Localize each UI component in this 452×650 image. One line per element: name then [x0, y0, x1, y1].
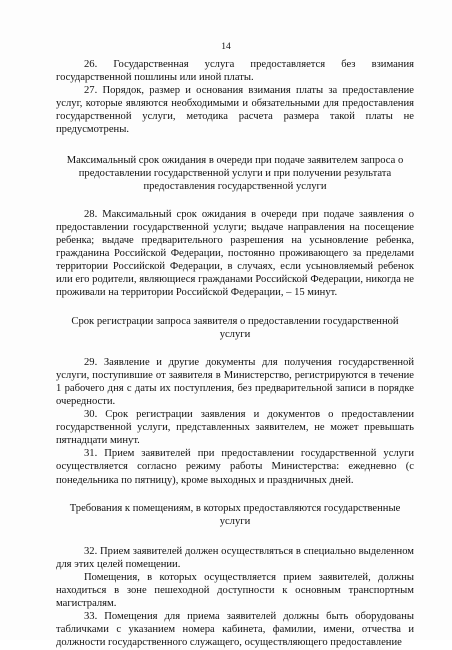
paragraph: 32. Прием заявителей должен осуществляться в специально выделенном для этих целей помещении. [56, 545, 414, 570]
paragraph: Помещения, в которых осуществляется прием заявителей, должны находиться в зоне пешеходной доступности к основным транспортным магистралям. [56, 572, 414, 610]
paragraph: 26. Государственная услуга предоставляется без взимания государственной пошлины или иной платы. [56, 59, 414, 84]
section-heading: Срок регистрации запроса заявителя о предоставлении государственной услуги [71, 315, 399, 340]
page-number: 14 [221, 42, 231, 52]
section-spacer [56, 341, 414, 356]
section-spacer [56, 300, 414, 315]
section-heading: Требования к помещениям, в которых предоставляются государственные услуги [69, 502, 401, 527]
section-spacer [56, 193, 414, 208]
paragraph: 33. Помещения для приема заявителей должны быть оборудованы табличками с указанием номера кабинета, фамилии, имени, отчества и должности государственного служащего, осуществляющего предоставление [56, 611, 414, 649]
section-spacer [56, 528, 414, 545]
paragraph: 30. Срок регистрации заявления и документов о предоставлении государственной услуги, представленных заявителем, не может превышать пятнадцати минут. [56, 409, 414, 447]
paragraph: 29. Заявление и другие документы для получения государственной услуги, поступившие от заявителя в Министерство, регистрируются в течение 1 рабочего дня с даты их поступления, без предварительной записи в порядке очередности. [56, 356, 414, 407]
paragraph: 27. Порядок, размер и основания взимания платы за предоставление услуг, которые являются необходимыми и обязательными для предоставления государственной услуги, методика расчета размера такой платы не предусмотрены. [56, 85, 414, 136]
document-body [56, 58, 414, 650]
section-heading: Максимальный срок ожидания в очереди при подаче заявителем запроса о предоставлении государственной услуги и при получении результата предоставления государственной услуги [66, 154, 404, 192]
section-spacer [56, 487, 414, 502]
paragraph: 28. Максимальный срок ожидания в очереди при подаче заявления о предоставлении государственной услуги; выдаче направления на посещение ребенка; выдаче предварительного разрешения на усыновление ребенка, гражданина Российской Федерации, постоянно проживающего за пределами территории Российской Федерации, в случаях, если усыновляемый ребенок или его родители, являющиеся гражданами Российской Федерации, никогда не проживали на территории Российской Федерации, – 15 минут. [56, 208, 414, 299]
paragraph: 31. Прием заявителей при предоставлении государственной услуги осуществляется согласно режиму работы Министерства: ежедневно (с понедельника по пятницу), кроме выходных и праздничных дней. [56, 448, 414, 486]
section-spacer [56, 137, 414, 154]
